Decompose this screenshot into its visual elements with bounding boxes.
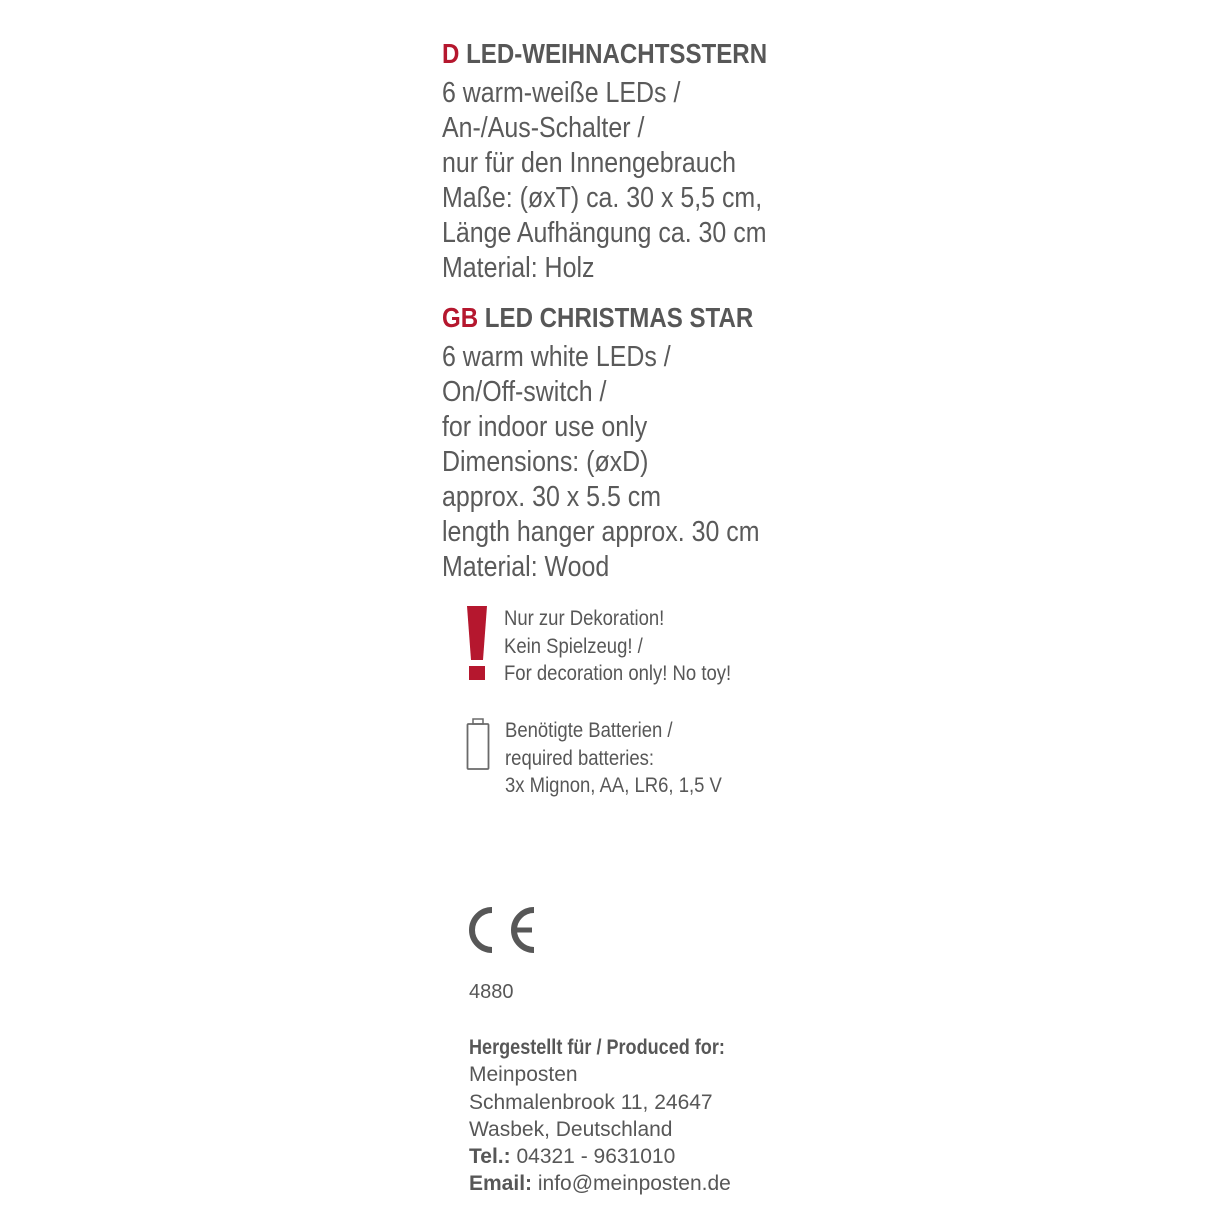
manufacturer-company: Meinposten (469, 1063, 578, 1087)
german-line: Länge Aufhängung ca. 30 cm (442, 217, 767, 249)
battery-text (505, 717, 757, 800)
german-line: Maße: (øxT) ca. 30 x 5,5 cm, (442, 182, 763, 214)
battery-icon (466, 718, 490, 770)
german-lang-code: D (442, 38, 460, 69)
english-heading (442, 302, 804, 334)
english-line: Material: Wood (442, 551, 610, 583)
german-title: LED-WEIHNACHTSSTERN (466, 38, 768, 69)
ce-mark-icon (468, 906, 538, 954)
english-line: length hanger approx. 30 cm (442, 516, 760, 548)
english-lang-code: GB (442, 302, 479, 333)
german-line: Material: Holz (442, 252, 595, 284)
german-heading (442, 38, 820, 70)
english-title: LED CHRISTMAS STAR (484, 302, 754, 333)
email-label: Email: (469, 1172, 533, 1196)
english-line: 6 warm white LEDs / (442, 341, 671, 373)
manufacturer-heading: Hergestellt für / Produced for: (469, 1036, 725, 1059)
manufacturer-city: Wasbek, Deutschland (469, 1117, 673, 1141)
german-line: 6 warm-weiße LEDs / (442, 77, 681, 109)
english-line: On/Off-switch / (442, 376, 607, 408)
phone-label: Tel.: (469, 1145, 511, 1169)
manufacturer-phone: 04321 - 9631010 (516, 1145, 676, 1169)
exclamation-icon (462, 606, 492, 680)
manufacturer-address (469, 1034, 767, 1198)
battery-line: Benötigte Batterien / (505, 718, 673, 742)
manufacturer-email: info@meinposten.de (537, 1172, 731, 1196)
manufacturer-street: Schmalenbrook 11, 24647 (469, 1090, 713, 1114)
german-line: An-/Aus-Schalter / (442, 112, 645, 144)
battery-line: 3x Mignon, AA, LR6, 1,5 V (505, 773, 722, 797)
english-description (442, 340, 811, 585)
warning-line: Nur zur Dekoration! (504, 606, 665, 630)
warning-line: For decoration only! No toy! (504, 661, 732, 685)
warning-text (504, 605, 768, 688)
certification-number: 4880 (469, 981, 514, 1003)
english-line: Dimensions: (øxD) (442, 446, 649, 478)
german-description (442, 76, 819, 286)
german-line: nur für den Innengebrauch (442, 147, 736, 179)
battery-line: required batteries: (505, 745, 655, 770)
warning-line: Kein Spielzeug! / (504, 633, 643, 658)
english-line: approx. 30 x 5.5 cm (442, 481, 662, 513)
english-line: for indoor use only (442, 411, 648, 443)
